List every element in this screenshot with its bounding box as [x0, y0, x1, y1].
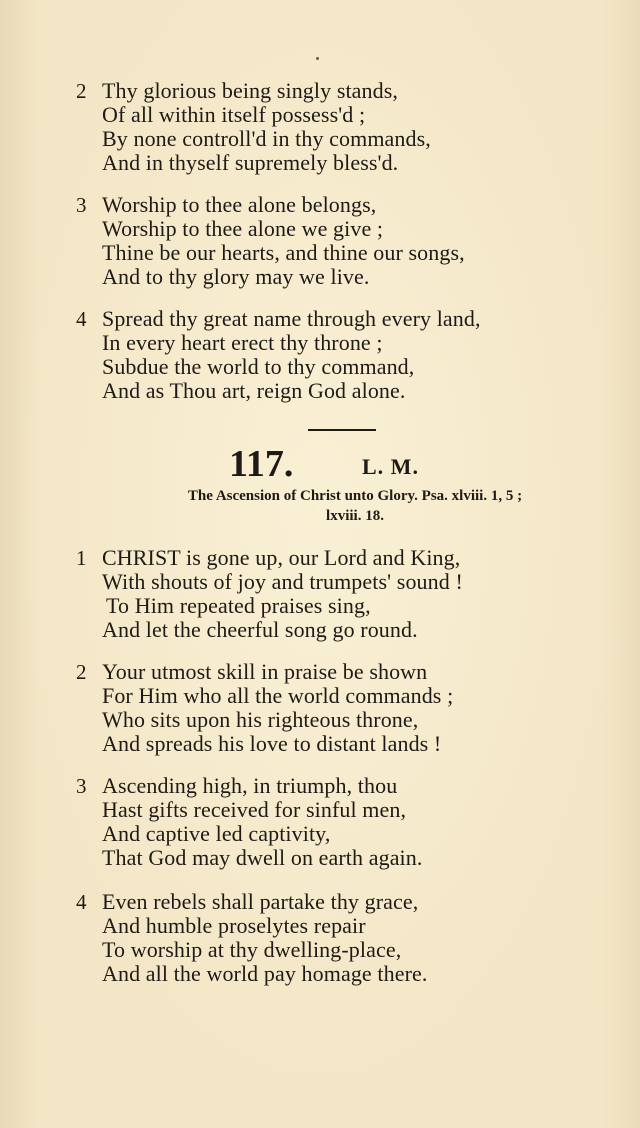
- verse-line: And spreads his love to distant lands !: [102, 731, 442, 756]
- verse-line: In every heart erect thy throne ;: [102, 330, 383, 355]
- verse-line: Who sits upon his righteous throne,: [102, 707, 419, 732]
- verse-line: Worship to thee alone we give ;: [102, 216, 384, 241]
- verse-number: 1: [76, 546, 87, 570]
- verse-line: That God may dwell on earth again.: [102, 845, 423, 870]
- verse-line: Ascending high, in triumph, thou: [102, 773, 398, 798]
- verse-line: Even rebels shall partake thy grace,: [102, 889, 419, 914]
- verse-number: 3: [76, 774, 87, 798]
- verse-number: 4: [76, 890, 87, 914]
- verse-line: And as Thou art, reign God alone.: [102, 378, 406, 403]
- verse-number: 4: [76, 307, 87, 331]
- hymn-number: 117.: [229, 443, 294, 485]
- verse-line: And let the cheerful song go round.: [102, 617, 418, 642]
- verse-line: Thy glorious being singly stands,: [102, 78, 399, 103]
- verse-line: Spread thy great name through every land,: [102, 306, 481, 331]
- hymn-subtitle: [100, 486, 610, 526]
- subtitle-line-2: lxviii. 18.: [326, 508, 384, 524]
- hymn-meter: L. M.: [362, 454, 419, 479]
- paper-speck: [316, 57, 319, 60]
- verse-line: Your utmost skill in praise be shown: [102, 659, 428, 684]
- verse-number: 2: [76, 79, 87, 103]
- verse-line: Of all within itself possess'd ;: [102, 102, 366, 127]
- verse-line: Hast gifts received for sinful men,: [102, 797, 407, 822]
- verse-line: Subdue the world to thy command,: [102, 354, 415, 379]
- verse-line: And all the world pay homage there.: [102, 961, 428, 986]
- verse-line: To worship at thy dwelling-place,: [102, 937, 402, 962]
- verse-line: And captive led captivity,: [102, 821, 331, 846]
- verse-line: CHRIST is gone up, our Lord and King,: [102, 545, 461, 570]
- verse-number: 2: [76, 660, 87, 684]
- verse-line: By none controll'd in thy commands,: [102, 126, 431, 151]
- verse-line: Thine be our hearts, and thine our songs,: [102, 240, 465, 265]
- verse-line: To Him repeated praises sing,: [106, 593, 371, 618]
- subtitle-line-1: The Ascension of Christ unto Glory. Psa. xlviii. 1, 5 ;: [187, 488, 523, 504]
- verse-line: And humble proselytes repair: [102, 913, 366, 938]
- section-divider: [308, 429, 376, 431]
- verse-line: And in thyself supremely bless'd.: [102, 150, 399, 175]
- verse-number: 3: [76, 193, 87, 217]
- verse-line: Worship to thee alone belongs,: [102, 192, 377, 217]
- verse-line: With shouts of joy and trumpets' sound !: [102, 569, 463, 594]
- verse-line: For Him who all the world commands ;: [102, 683, 454, 708]
- verse-line: And to thy glory may we live.: [102, 264, 370, 289]
